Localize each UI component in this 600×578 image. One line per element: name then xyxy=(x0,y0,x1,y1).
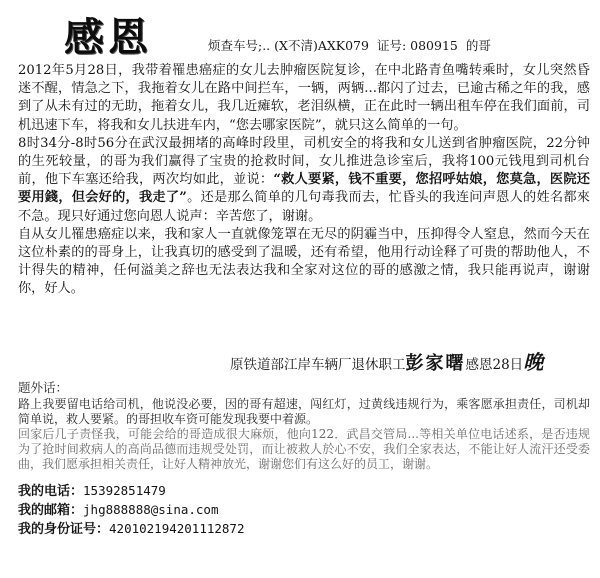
paragraph-2-start: 8时34分-8时56分在武汉最拥堵的高峰时段里，司机安全的将我和女儿送到省肿瘤医院，22分钟的生死较量，的哥为我们赢得了宝贵的抢救时间，女儿推进急诊室后，我将100元钱甩到司机台前，他下车塞还给我，两次均如此，並说： xyxy=(18,135,590,188)
phone-value: 15392851479 xyxy=(83,483,166,498)
paragraph-3: 自从女儿罹患癌症以来，我和家人一直就像笼罩在无尽的阴霾当中，压抑得令人窒息，然而今天在这位朴素的的哥身上，让我真切的感受到了温暖，还有希望，他用行动诠释了可贵的帮助他人，不计得失的精神，任何溢美之辞也无法表达我和全家对这位的哥的感激之情，我只能再说声，谢谢你，好人。 xyxy=(18,226,590,297)
letter-body xyxy=(18,62,590,299)
document-header xyxy=(64,6,594,61)
postscript-line-2: 回家后几子责怪我，可能会给的哥造成很大麻烦，他向122．武昌交管局...等相关单位电话述系，是否违规为了抢时间救病人的高尚品德而违规受处罚，而让被救人於心不安，我们全家表达，不能让好人流汗还受委曲，我们愿承担相关责任，让好人精神放光，谢谢您们有这么好的员工，谢谢。 xyxy=(18,427,590,471)
signature-name: 彭家曙 xyxy=(405,353,466,374)
cert-label: 证号: xyxy=(376,38,407,53)
plate-value: (X不清)AXK079 xyxy=(274,38,369,53)
signature-suffix: 感恩28日 xyxy=(465,357,524,373)
id-value: 420102194201112872 xyxy=(109,521,245,536)
paragraph-2-end: 。还是那么简单的几句毒我而去，忙昏头的我连问声恩人的姓名都來不急。现只好通过您向恩人说声：辛苦您了，谢谢。 xyxy=(18,190,590,224)
postscript-title: 题外话： xyxy=(18,380,69,395)
header-tail: 的哥 xyxy=(465,38,491,53)
paragraph-2 xyxy=(18,135,590,226)
signature-mark: 晚 xyxy=(523,350,544,374)
postscript-line-1: 路上我要留电话给司机，他说没必要，因的哥有超速，闯红灯，过黄线违规行为，乘客愿承担责任，司机却简单说，救人要紧。的哥担收车资可能发现我要中着源。 xyxy=(18,397,590,426)
id-row xyxy=(18,520,244,539)
cert-value: 080915 xyxy=(410,38,458,53)
document-title: 感恩 xyxy=(64,14,152,61)
signature-line xyxy=(230,346,543,375)
contact-info xyxy=(18,482,244,539)
plate-label: 烦查车号;.. xyxy=(208,38,271,53)
plate-info-line xyxy=(208,36,495,54)
email-row xyxy=(18,501,244,520)
driver-quote: “救人要紧，钱不重要，您招呼姑娘，您莫急，医院还要用錢，但会好的，我走了” xyxy=(18,172,590,206)
paragraph-1: 2012年5月28日，我带着罹患癌症的女儿去肿瘤医院复诊，在中北路青鱼嘴转乘时，女儿突然昏迷不醒，情急之下，我拖着女儿在路中间拦车，一辆，两辆...都闪了过去，已逾古稀之年的我，感到了从未有过的无助，拖着女儿，我几近瘫软，老泪纵横，正在此时一辆出租车停在我们面前，司机迅速下车，将我和女儿扶进车内，“您去哪家医院”，就只这么简单的一句。 xyxy=(18,63,590,133)
email-label: 我的邮箱： xyxy=(18,503,84,518)
phone-row xyxy=(18,482,244,501)
phone-label: 我的电话： xyxy=(18,484,84,499)
signature-prefix: 原铁道部江岸车辆厂退休职工 xyxy=(230,357,406,373)
email-value: jhg888888@sina.com xyxy=(83,502,219,517)
id-label: 我的身份证号： xyxy=(18,522,110,537)
postscript xyxy=(18,380,590,472)
